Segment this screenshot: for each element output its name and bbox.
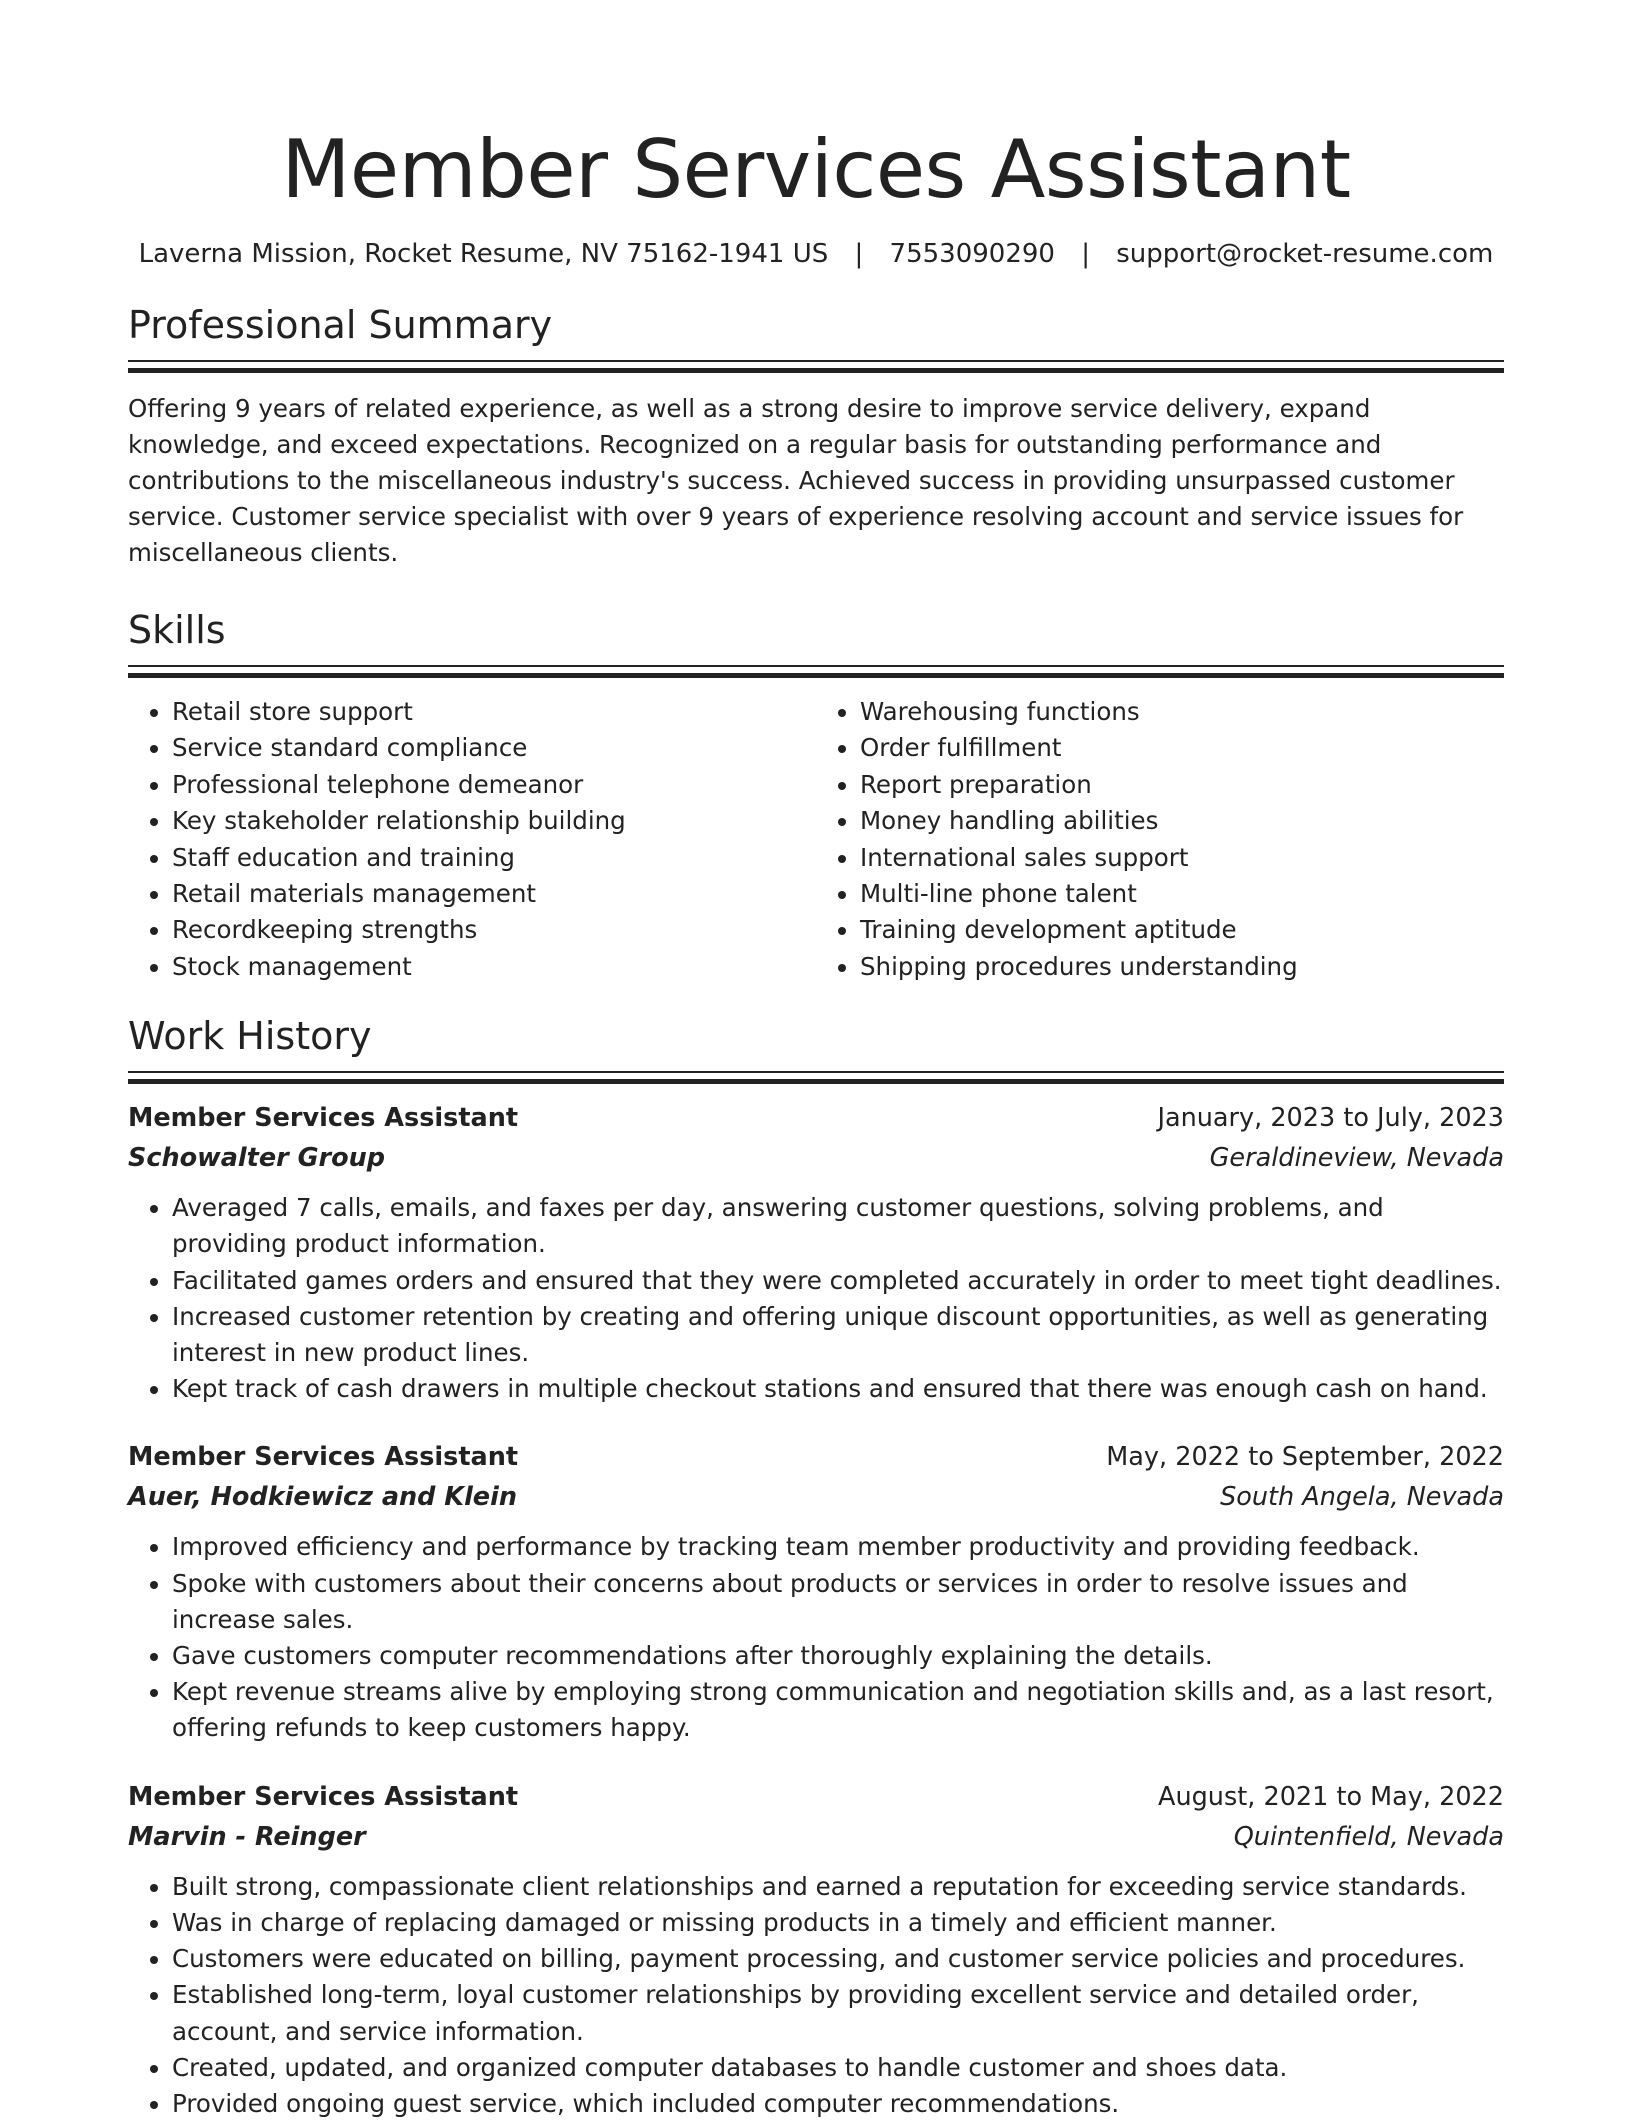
section-divider <box>128 665 1504 678</box>
resume-title: Member Services Assistant <box>281 123 1351 216</box>
job-bullet: • Provided ongoing guest service, which included computer recommendations. <box>172 2086 1504 2122</box>
job-bullets <box>128 1190 1504 1407</box>
job-dates: May, 2022 to September, 2022 <box>1106 1442 1504 1473</box>
work-history-section <box>128 1013 1504 2122</box>
job-bullet: • Was in charge of replacing damaged or missing products in a timely and efficient manner. <box>172 1905 1504 1941</box>
job-company: Auer, Hodkiewicz and Klein <box>128 1482 517 1513</box>
summary-section <box>128 302 1504 571</box>
skills-section <box>128 607 1504 985</box>
job-bullet: • Facilitated games orders and ensured that they were completed accurately in order to meet tight deadlines. <box>172 1263 1504 1299</box>
skill-item: • Warehousing functions <box>860 694 1504 730</box>
job-entry <box>128 1098 1504 1407</box>
skill-item: • Multi-line phone talent <box>860 876 1504 912</box>
job-dates: January, 2023 to July, 2023 <box>1157 1103 1504 1134</box>
skill-item: • Service standard compliance <box>172 730 816 766</box>
summary-heading: Professional Summary <box>128 303 553 347</box>
job-location: Geraldineview, Nevada <box>1209 1143 1504 1174</box>
contact-phone: 7553090290 <box>889 239 1055 269</box>
skills-list-left <box>128 694 816 985</box>
job-bullet: • Gave customers computer recommendations after thoroughly explaining the details. <box>172 1638 1504 1674</box>
summary-text: Offering 9 years of related experience, as well as a strong desire to improve service delivery, expand knowledge, and exceed expectations. Recognized on a regular basis for outstanding performance and contributions to the miscellaneous industry's success. Achieved success in providing unsurpassed customer service. Customer service specialist with over 9 years of experience resolving account and service issues for miscellaneous clients. <box>128 394 1464 567</box>
job-entry <box>128 1777 1504 2122</box>
skill-item: • Retail materials management <box>172 876 816 912</box>
job-bullets <box>128 1529 1504 1746</box>
skills-heading: Skills <box>128 608 226 652</box>
skill-item: • Stock management <box>172 949 816 985</box>
job-bullet: • Improved efficiency and performance by tracking team member productivity and providing feedback. <box>172 1529 1504 1565</box>
job-dates: August, 2021 to May, 2022 <box>1158 1781 1504 1812</box>
job-bullet: • Customers were educated on billing, payment processing, and customer service policies and procedures. <box>172 1941 1504 1977</box>
skill-item: • Professional telephone demeanor <box>172 767 816 803</box>
job-entry <box>128 1437 1504 1746</box>
contact-separator: | <box>854 239 864 269</box>
skill-item: • Money handling abilities <box>860 803 1504 839</box>
job-bullet: • Established long-term, loyal customer relationships by providing excellent service and detailed order, account, and service information. <box>172 1977 1504 2049</box>
skill-item: • Staff education and training <box>172 840 816 876</box>
skill-item: • Shipping procedures understanding <box>860 949 1504 985</box>
skills-columns <box>128 694 1504 985</box>
job-title: Member Services Assistant <box>128 1781 519 1812</box>
contact-separator: | <box>1081 239 1090 269</box>
contact-line <box>128 236 1504 272</box>
job-company: Marvin - Reinger <box>128 1821 366 1852</box>
job-title: Member Services Assistant <box>128 1103 519 1134</box>
job-bullet: • Increased customer retention by creating and offering unique discount opportunities, as well as generating interest in new product lines. <box>172 1299 1504 1371</box>
job-title: Member Services Assistant <box>128 1442 519 1473</box>
job-bullet: • Spoke with customers about their concerns about products or services in order to resolve issues and increase sales. <box>172 1566 1504 1638</box>
contact-address: Laverna Mission, Rocket Resume, NV 75162-1941 US <box>138 239 829 269</box>
job-location: Quintenfield, Nevada <box>1233 1821 1504 1852</box>
job-bullets <box>128 1869 1504 2122</box>
skill-item: • Retail store support <box>172 694 816 730</box>
section-divider <box>128 1071 1504 1084</box>
work-history-heading: Work History <box>128 1014 372 1059</box>
skill-item: • Report preparation <box>860 767 1504 803</box>
job-company: Schowalter Group <box>128 1143 386 1174</box>
job-bullet: • Kept revenue streams alive by employing strong communication and negotiation skills and, as a last resort, offering refunds to keep customers happy. <box>172 1674 1504 1746</box>
job-bullet: • Kept track of cash drawers in multiple checkout stations and ensured that there was enough cash on hand. <box>172 1371 1504 1407</box>
section-divider <box>128 360 1504 373</box>
job-bullet: • Built strong, compassionate client relationships and earned a reputation for exceeding service standards. <box>172 1869 1504 1905</box>
resume-page <box>128 0 1504 2122</box>
job-bullet: • Averaged 7 calls, emails, and faxes per day, answering customer questions, solving problems, and providing product information. <box>172 1190 1504 1262</box>
skill-item: • Recordkeeping strengths <box>172 912 816 948</box>
skill-item: • International sales support <box>860 840 1504 876</box>
skill-item: • Training development aptitude <box>860 912 1504 948</box>
contact-email: support@rocket-resume.com <box>1116 239 1494 269</box>
job-bullet: • Created, updated, and organized computer databases to handle customer and shoes data. <box>172 2050 1504 2086</box>
skill-item: • Key stakeholder relationship building <box>172 803 816 839</box>
skills-list-right <box>816 694 1504 985</box>
skill-item: • Order fulfillment <box>860 730 1504 766</box>
job-location: South Angela, Nevada <box>1220 1482 1504 1513</box>
